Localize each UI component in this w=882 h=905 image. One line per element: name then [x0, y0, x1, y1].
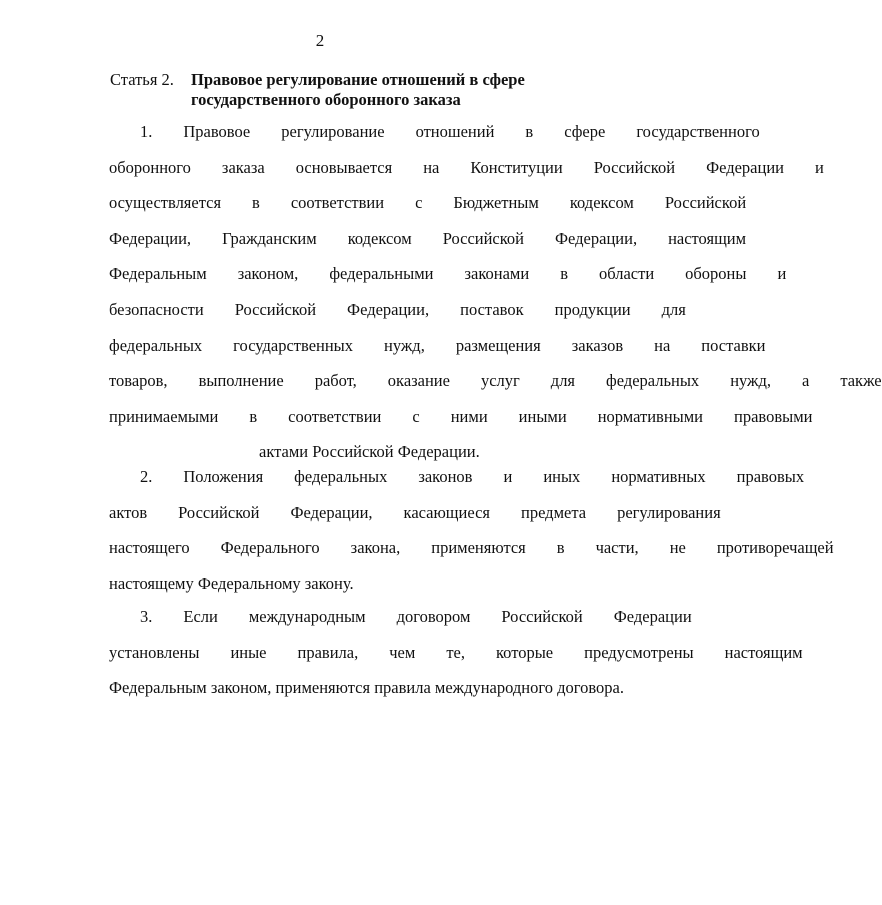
paragraph-line: осуществляется в соответствии с Бюджетным кодексом Российской [109, 193, 747, 213]
article-title-line-2: государственного оборонного заказа [191, 90, 461, 109]
paragraph-line: установлены иные правила, чем те, которые предусмотрены настоящим [109, 642, 803, 662]
paragraph-line: безопасности Российской Федерации, поставок продукции для [109, 299, 686, 319]
paragraph-line: товаров, выполнение работ, оказание услуг для федеральных нужд, а также [109, 371, 882, 391]
paragraph-line: Федерации, Гражданским кодексом Российской Федерации, настоящим [109, 228, 747, 248]
paragraph-line: оборонного заказа основывается на Конституции Российской Федерации и [109, 157, 824, 177]
article-title [191, 70, 571, 110]
paragraph-line: настоящему Федеральному закону. [109, 573, 354, 593]
paragraph-line: актов Российской Федерации, касающиеся предмета регулирования [109, 502, 721, 522]
paragraph-3 [78, 599, 803, 706]
paragraph-1 [78, 114, 882, 470]
paragraph-line: Федеральным законом, применяются правила международного договора. [109, 678, 624, 698]
paragraph-line: 1. Правовое регулирование отношений в сфере государственного [140, 122, 760, 141]
paragraph-line: настоящего Федерального закона, применяются в части, не противоречащей [109, 538, 834, 558]
paragraph-line: федеральных государственных нужд, размещения заказов на поставки [109, 335, 766, 355]
article-label: Статья 2. [110, 70, 174, 89]
paragraph-line: Федеральным законом, федеральными законами в области обороны и [109, 264, 787, 284]
page-number: 2 [315, 31, 325, 50]
paragraph-line: актами Российской Федерации. [259, 442, 480, 462]
paragraph-line: принимаемыми в соответствии с ними иными нормативными правовыми [109, 406, 813, 426]
paragraph-line: 3. Если международным договором Российской Федерации [140, 607, 692, 626]
paragraph-line: 2. Положения федеральных законов и иных нормативных правовых [140, 467, 805, 486]
article-title-line-1: Правовое регулирование отношений в сфере [191, 70, 525, 89]
paragraph-2 [78, 459, 834, 601]
